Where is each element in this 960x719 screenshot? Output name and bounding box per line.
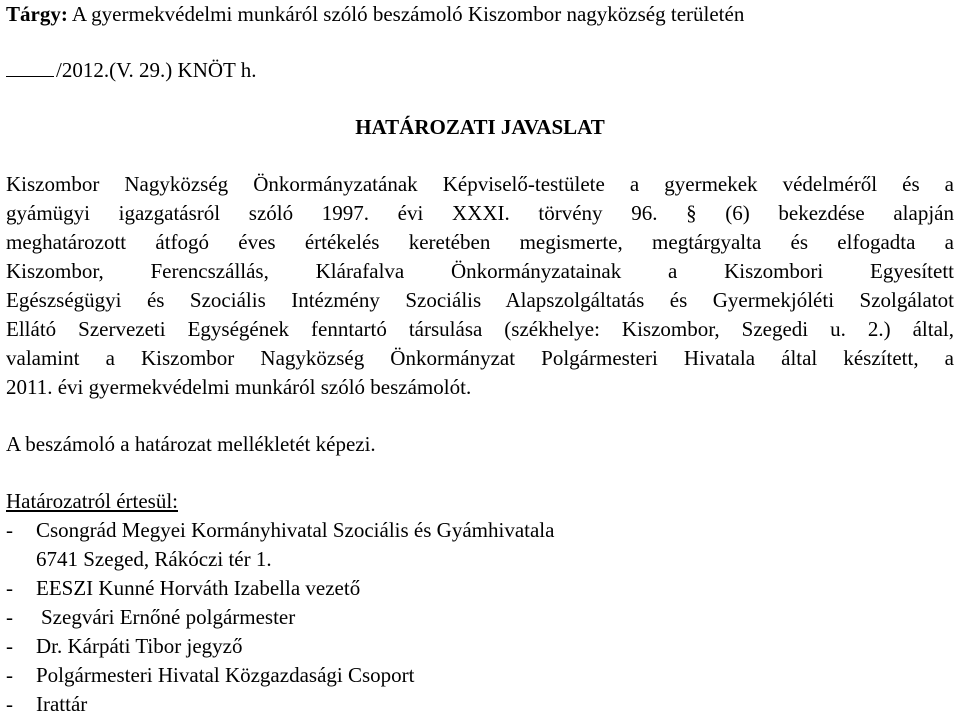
notify-item: [6, 516, 954, 545]
body-line-6: valamint a Kiszombor Nagyközség Önkormányzat Polgármesteri Hivatala által készített, a: [6, 346, 954, 370]
resolution-number-text: /2012.(V. 29.) KNÖT h.: [56, 58, 257, 82]
list-dash: -: [6, 692, 13, 716]
body-line-2: meghatározott átfogó éves értékelés keretében megismerte, megtárgyalta és elfogadta a: [6, 230, 954, 254]
subject-line: [6, 0, 954, 29]
notify-item: [6, 661, 954, 690]
notify-item: [6, 545, 954, 574]
body-line-0: Kiszombor Nagyközség Önkormányzatának Képviselő-testülete a gyermekek védelméről és a: [6, 172, 954, 196]
list-dash: -: [6, 663, 13, 687]
list-dash: -: [6, 634, 13, 658]
notify-item: [6, 690, 954, 719]
notify-item-text: Polgármesteri Hivatal Közgazdasági Csoport: [36, 663, 415, 687]
notify-item-text: EESZI Kunné Horváth Izabella vezető: [36, 576, 361, 600]
notify-item: [6, 603, 954, 632]
body-line-5: Ellátó Szervezeti Egységének fenntartó társulása (székhelye: Kiszombor, Szegedi u. 2.) által,: [6, 317, 954, 341]
notify-item: [6, 574, 954, 603]
resolution-number-blank: [6, 58, 54, 77]
list-dash: -: [6, 518, 13, 542]
subject-text: A gyermekvédelmi munkáról szóló beszámoló Kiszombor nagyközség területén: [71, 2, 745, 26]
notify-heading: Határozatról értesül:: [6, 489, 178, 513]
body-line-1: gyámügyi igazgatásról szóló 1997. évi XXXI. törvény 96. § (6) bekezdése alapján: [6, 201, 954, 225]
subject-label: Tárgy:: [6, 2, 68, 26]
body-line-7: 2011. évi gyermekvédelmi munkáról szóló beszámolót.: [6, 375, 472, 399]
list-dash: -: [6, 576, 13, 600]
notify-item: [6, 632, 954, 661]
body-line-3: Kiszombor, Ferencszállás, Klárafalva Önkormányzatainak a Kiszombori Egyesített: [6, 259, 954, 283]
notify-item-text: Dr. Kárpáti Tibor jegyző: [36, 634, 243, 658]
list-dash: -: [6, 605, 13, 629]
page-title: HATÁROZATI JAVASLAT: [355, 115, 605, 139]
notify-item-text: 6741 Szeged, Rákóczi tér 1.: [36, 547, 272, 571]
notify-item-text: Csongrád Megyei Kormányhivatal Szociális és Gyámhivatala: [36, 518, 555, 542]
annex-note: A beszámoló a határozat mellékletét képezi.: [6, 432, 376, 456]
resolution-number: [6, 56, 954, 85]
notify-item-text: Szegvári Ernőné polgármester: [41, 605, 296, 629]
body-line-4: Egészségügyi és Szociális Intézmény Szociális Alapszolgáltatás és Gyermekjóléti Szolgálatot: [6, 288, 954, 312]
notify-item-text: Irattár: [36, 692, 88, 716]
